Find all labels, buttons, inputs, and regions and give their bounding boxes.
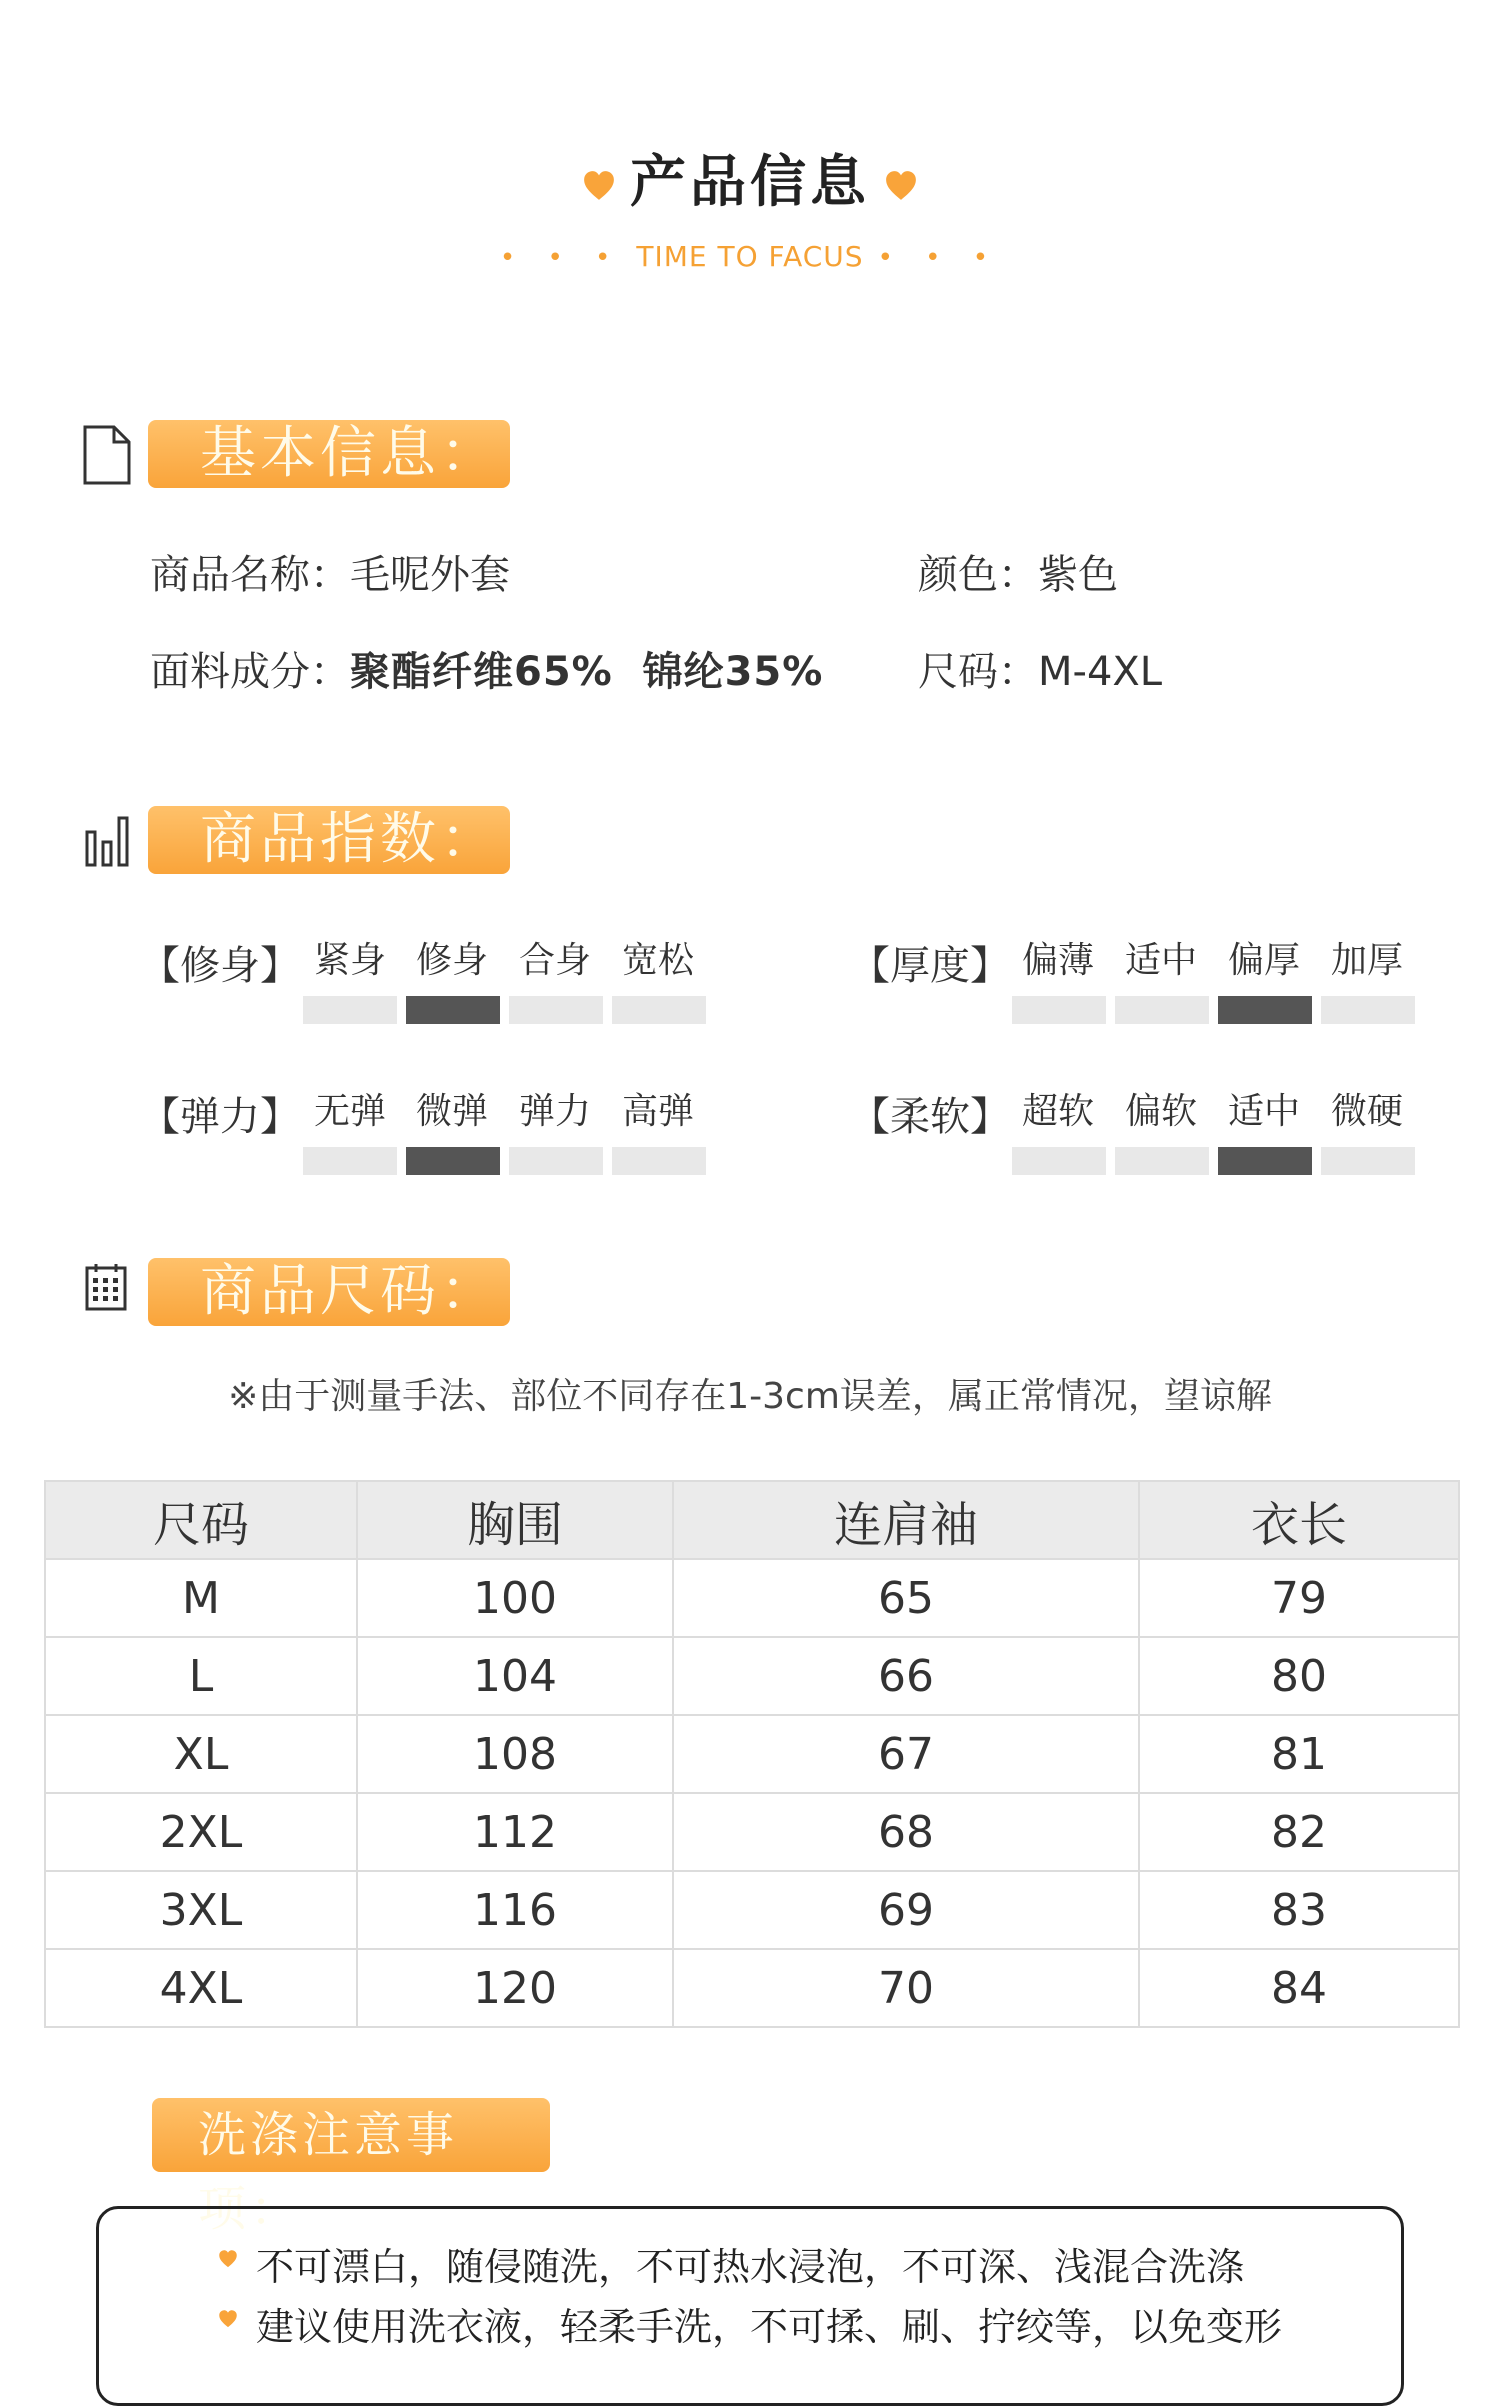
table-cell: 4XL [45,1949,357,2027]
index-bar [1218,996,1312,1024]
index-name-fit: 【修身】 [140,943,300,989]
table-cell: 104 [357,1637,673,1715]
product-name-label: 商品名称： [150,552,350,598]
index-option: 超软 [1021,1091,1094,1132]
table-row [45,1637,1459,1715]
index-bar [1012,996,1106,1024]
table-cell: 70 [673,1949,1139,2027]
table-cell: 82 [1139,1793,1459,1871]
column-header: 胸围 [357,1481,673,1559]
index-option: 微弹 [415,1091,488,1132]
index-option: 修身 [415,940,488,981]
color-label: 颜色： [918,552,1038,598]
index-option: 偏软 [1124,1091,1197,1132]
table-cell: L [45,1637,357,1715]
index-option: 紧身 [313,940,386,981]
table-cell: 100 [357,1559,673,1637]
index-option: 弹力 [518,1091,591,1132]
table-cell: 65 [673,1559,1139,1637]
table-cell: 116 [357,1871,673,1949]
column-header: 尺码 [45,1481,357,1559]
size-range-value: M-4XL [1038,649,1163,695]
table-cell: 67 [673,1715,1139,1793]
product-index-badge: 商品指数： [148,806,510,874]
wash-care-line: 建议使用洗衣液，轻柔手洗，不可揉、刷、拧绞等，以免变形 [256,2305,1283,2349]
index-bar [509,1147,603,1175]
heart-icon [582,169,616,203]
fabric-value: 聚酯纤维65% 锦纶35% [350,649,824,695]
wash-care-line: 不可漂白，随侵随洗，不可热水浸泡，不可深、浅混合洗涤 [256,2245,1245,2289]
index-option: 宽松 [621,940,694,981]
color-value: 紫色 [1038,552,1118,598]
index-option: 微硬 [1330,1091,1403,1132]
table-cell: 68 [673,1793,1139,1871]
index-bar [612,1147,706,1175]
page-title-text: 产品信息 [630,150,870,215]
index-name-elasticity: 【弹力】 [140,1094,300,1140]
subtitle-text: TIME TO FACUS [636,240,864,273]
table-cell: 80 [1139,1637,1459,1715]
calendar-grid-icon [84,1262,128,1312]
dots-left: • • • [499,243,623,273]
table-cell: 108 [357,1715,673,1793]
index-bar [1115,996,1209,1024]
document-icon [82,424,132,486]
wash-care-badge: 洗涤注意事项： [152,2098,550,2172]
index-bar [1321,996,1415,1024]
table-cell: 2XL [45,1793,357,1871]
table-cell: M [45,1559,357,1637]
column-header: 连肩袖 [673,1481,1139,1559]
index-option: 偏厚 [1227,940,1300,981]
table-row [45,1559,1459,1637]
index-option: 适中 [1124,940,1197,981]
table-cell: 3XL [45,1871,357,1949]
size-badge: 商品尺码： [148,1258,510,1326]
table-cell: 69 [673,1871,1139,1949]
index-bar [406,1147,500,1175]
color-row [918,543,1118,600]
page-subtitle [0,240,1500,273]
index-name-thickness: 【厚度】 [850,943,1010,989]
table-row [45,1949,1459,2027]
heart-icon [884,169,918,203]
index-option: 适中 [1227,1091,1300,1132]
table-header-row [45,1481,1459,1559]
index-bar [1012,1147,1106,1175]
table-cell: 84 [1139,1949,1459,2027]
index-bar [612,996,706,1024]
product-name-value: 毛呢外套 [350,552,510,598]
page-title [0,138,1500,218]
table-cell: 81 [1139,1715,1459,1793]
index-option: 无弹 [313,1091,386,1132]
index-option: 高弹 [621,1091,694,1132]
index-bar [509,996,603,1024]
basic-info-badge: 基本信息： [148,420,510,488]
bar-chart-icon [84,812,130,868]
fabric-row [150,640,823,697]
index-name-softness: 【柔软】 [850,1094,1010,1140]
table-cell: 66 [673,1637,1139,1715]
table-cell: 120 [357,1949,673,2027]
measurement-note: ※由于测量手法、部位不同存在1-3cm误差，属正常情况，望谅解 [228,1376,1272,1417]
table-row [45,1871,1459,1949]
size-range-row [918,640,1162,697]
index-option: 合身 [518,940,591,981]
heart-bullet-icon [218,2309,238,2329]
index-bar [1115,1147,1209,1175]
product-name-row [150,543,510,600]
index-bar [303,996,397,1024]
index-bar [1321,1147,1415,1175]
table-row [45,1793,1459,1871]
table-row [45,1715,1459,1793]
index-bar [1218,1147,1312,1175]
index-option: 加厚 [1330,940,1403,981]
table-cell: 112 [357,1793,673,1871]
size-table [44,1480,1460,2028]
table-cell: 83 [1139,1871,1459,1949]
table-cell: XL [45,1715,357,1793]
column-header: 衣长 [1139,1481,1459,1559]
index-bar [406,996,500,1024]
index-bar [303,1147,397,1175]
fabric-label: 面料成分： [150,649,350,695]
size-range-label: 尺码： [918,649,1038,695]
table-cell: 79 [1139,1559,1459,1637]
heart-bullet-icon [218,2249,238,2269]
index-option: 偏薄 [1021,940,1094,981]
dots-right: • • • [877,243,1001,273]
